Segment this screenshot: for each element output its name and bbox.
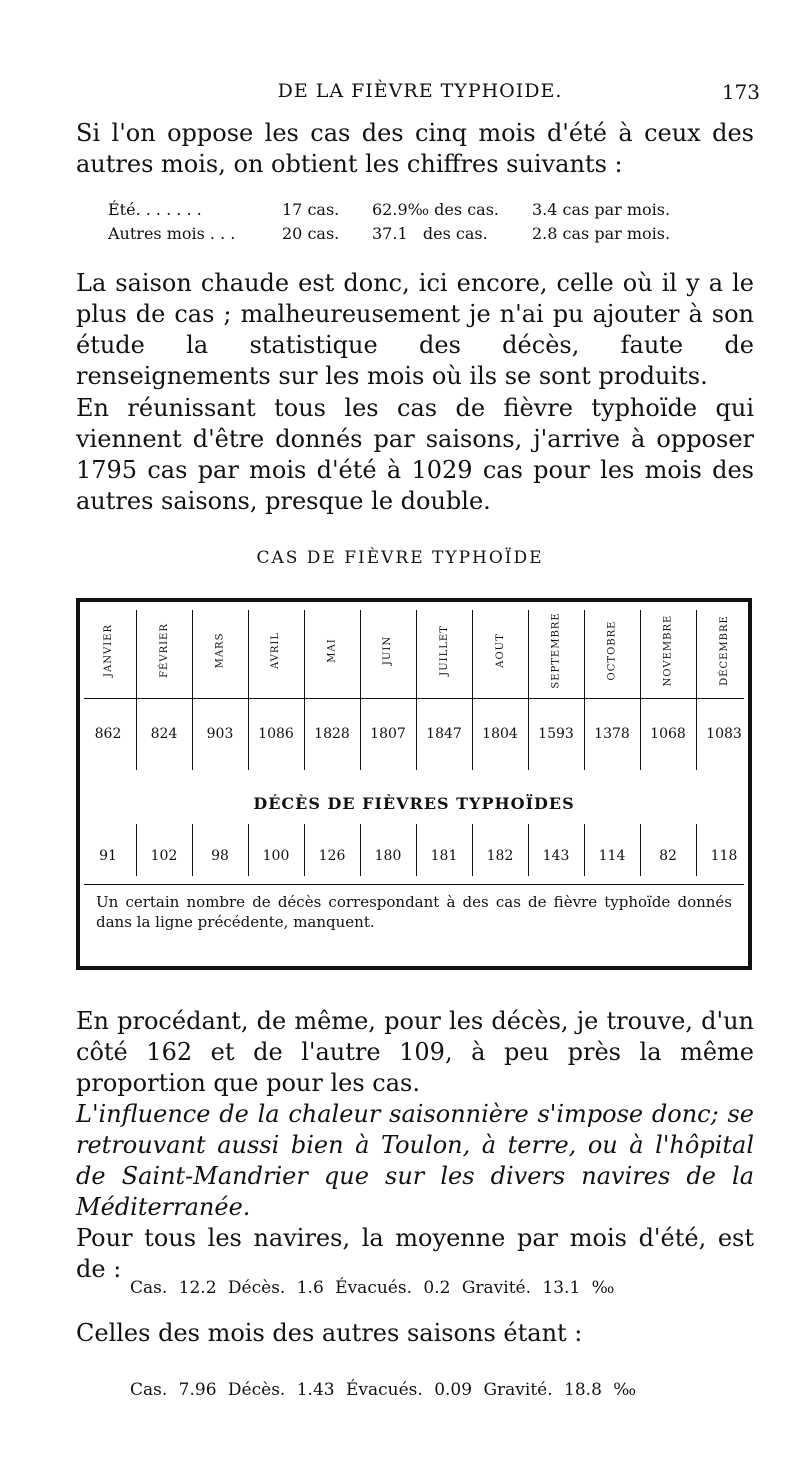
paragraph-4: En procédant, de même, pour les décès, je trouve, d'un côté 162 et de l'autre 109, à peu près la même proportion que pour les cas. — [76, 1007, 754, 1097]
column-divider — [472, 610, 473, 770]
summary-summer: Cas. 12.2 Décès. 1.6 Évacués. 0.2 Gravité. 13.1 ‰ — [130, 1278, 615, 1298]
column-divider — [584, 610, 585, 770]
stat-other-label: Autres mois . . . — [108, 224, 236, 243]
column-divider — [136, 610, 137, 770]
death-count: 182 — [486, 848, 514, 864]
paragraph-2: La saison chaude est donc, ici encore, celle où il y a le plus de cas ; malheureusement je n'ai pu ajouter à son étude la statistique des décès, faute de renseignements sur les mois où ils se sont produits. — [76, 269, 754, 390]
month-header: AVRIL — [270, 631, 282, 669]
case-count: 862 — [94, 726, 122, 742]
month-header: SEPTEMBRE — [550, 611, 562, 689]
case-count: 903 — [206, 726, 234, 742]
death-count: 181 — [430, 848, 458, 864]
note-rule — [84, 884, 744, 885]
death-count: 114 — [598, 848, 626, 864]
death-count: 91 — [99, 848, 117, 864]
column-divider — [360, 610, 361, 770]
case-count: 1086 — [258, 726, 294, 742]
paragraph-6: Pour tous les navires, la moyenne par mois d'été, est de : — [76, 1224, 754, 1283]
stat-summer-pct: 62.9‰ des cas. — [372, 200, 499, 219]
column-divider — [248, 610, 249, 770]
death-count: 82 — [659, 848, 677, 864]
stat-other-cases: 20 cas. — [282, 224, 340, 243]
paragraph-3: En réunissant tous les cas de fièvre typhoïde qui viennent d'être donnés par saisons, j'arrive à opposer 1795 cas par mois d'été à 1029 cas pour les mois des autres saisons, presque le double. — [76, 394, 754, 515]
month-header: DÉCEMBRE — [718, 614, 730, 686]
death-count: 180 — [374, 848, 402, 864]
month-header: JUIN — [382, 635, 394, 665]
month-header: FÉVRIER — [158, 622, 170, 678]
case-count: 1068 — [650, 726, 686, 742]
month-header: OCTOBRE — [606, 620, 618, 680]
month-header: JANVIER — [102, 623, 114, 677]
month-header: MAI — [326, 637, 338, 663]
death-count: 126 — [318, 848, 346, 864]
stat-summer-label: Été. . . . . . . — [108, 200, 202, 219]
death-count: 100 — [262, 848, 290, 864]
death-count: 118 — [710, 848, 738, 864]
column-divider — [192, 610, 193, 770]
case-count: 1804 — [482, 726, 518, 742]
month-header: JUILLET — [438, 624, 450, 676]
death-count: 143 — [542, 848, 570, 864]
deaths-title: DÉCÈS DE FIÈVRES TYPHOÏDES — [253, 794, 575, 813]
case-count: 1828 — [314, 726, 350, 742]
stat-other-pct: 37.1 des cas. — [372, 224, 488, 243]
column-divider — [696, 610, 697, 770]
case-count: 1083 — [706, 726, 742, 742]
page-number: 173 — [721, 80, 760, 104]
case-count: 1593 — [538, 726, 574, 742]
column-divider — [640, 610, 641, 770]
summary-other: Cas. 7.96 Décès. 1.43 Évacués. 0.09 Gravité. 18.8 ‰ — [130, 1380, 637, 1400]
month-header: AOUT — [494, 632, 506, 668]
table-title: CAS DE FIÈVRE TYPHOÏDE — [256, 548, 544, 568]
stat-other-per-month: 2.8 cas par mois. — [532, 224, 671, 243]
paragraph-5: L'influence de la chaleur saisonnière s'impose donc; se retrouvant aussi bien à Toulon, à terre, ou à l'hôpital de Saint-Mandrier que sur les divers navires de la Méditerranée. — [76, 1100, 754, 1221]
case-count: 1807 — [370, 726, 406, 742]
death-count: 98 — [211, 848, 229, 864]
stat-summer-cases: 17 cas. — [282, 200, 340, 219]
death-count: 102 — [150, 848, 178, 864]
case-count: 824 — [150, 726, 178, 742]
column-divider — [304, 610, 305, 770]
month-header: MARS — [214, 632, 226, 668]
paragraph-7: Celles des mois des autres saisons étant : — [76, 1319, 583, 1347]
month-header: NOVEMBRE — [662, 614, 674, 686]
running-head — [80, 80, 760, 110]
paragraph-1: Si l'on oppose les cas des cinq mois d'été à ceux des autres mois, on obtient les chiffres suivants : — [76, 119, 754, 178]
case-count: 1378 — [594, 726, 630, 742]
case-count: 1847 — [426, 726, 462, 742]
table-note: Un certain nombre de décès correspondant à des cas de fièvre typhoïde donnés dans la ligne précédente, manquent. — [96, 893, 732, 931]
running-title: DE LA FIÈVRE TYPHOIDE. — [277, 80, 563, 102]
header-rule — [84, 698, 744, 699]
column-divider — [416, 610, 417, 770]
stat-summer-per-month: 3.4 cas par mois. — [532, 200, 671, 219]
column-divider — [528, 610, 529, 770]
statistics-table — [76, 598, 752, 970]
